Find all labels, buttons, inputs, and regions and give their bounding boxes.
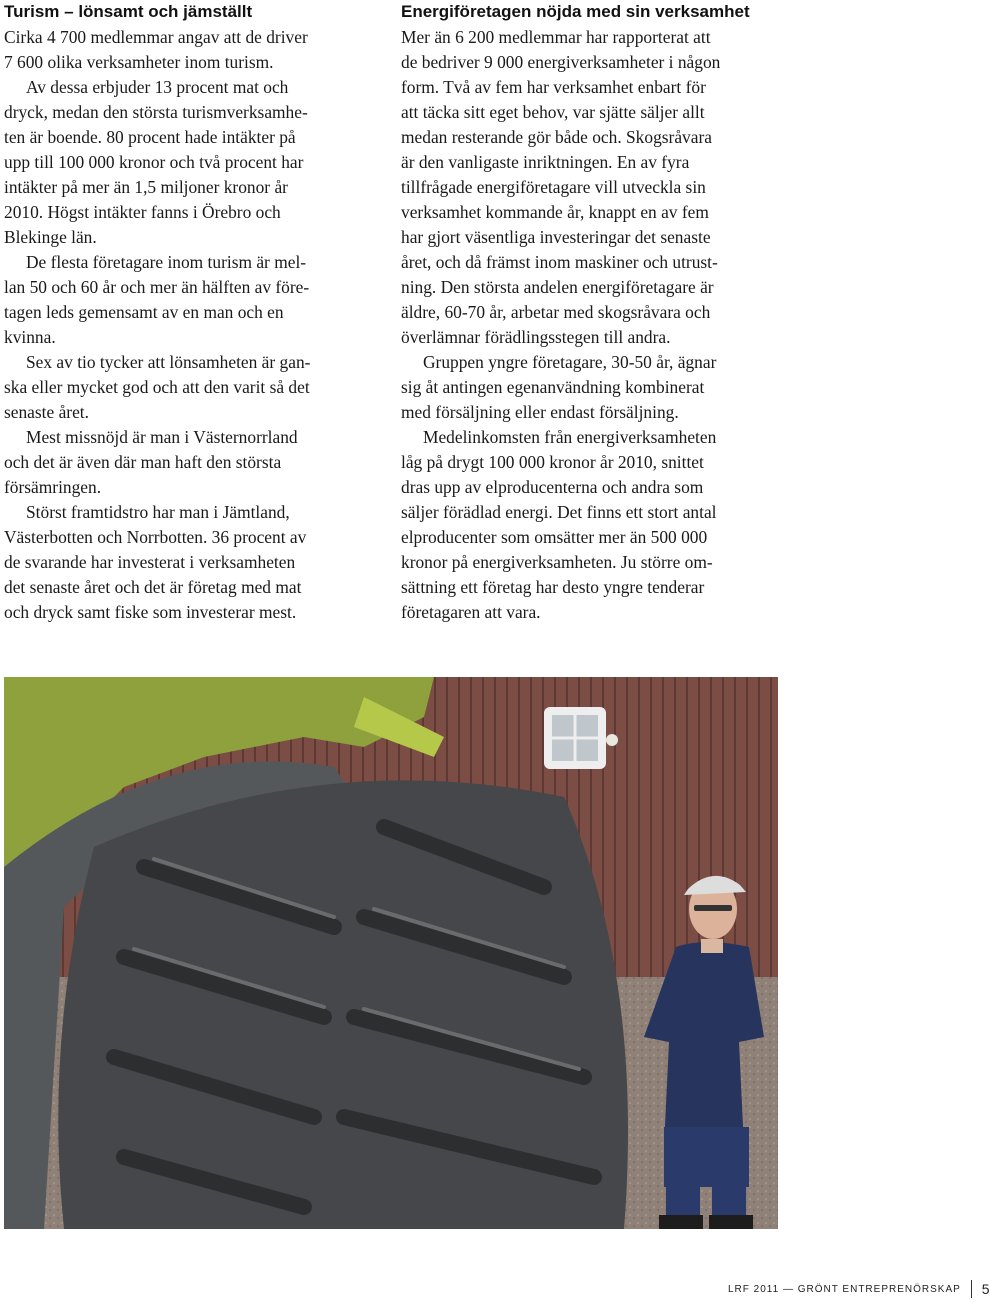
text-line: kvinna. [4, 327, 56, 347]
text-line: det senaste året och det är företag med mat [4, 577, 302, 597]
paragraph [4, 25, 376, 75]
text-line: året, och då främst inom maskiner och utrust- [401, 252, 718, 272]
photo-illustration [4, 677, 778, 1229]
text-line: dras upp av elproducenterna och andra som [401, 477, 704, 497]
window-icon [544, 707, 606, 769]
paragraph [4, 425, 376, 500]
left-column [4, 0, 376, 625]
text-line: Mer än 6 200 medlemmar har rapporterat att [401, 27, 711, 47]
text-line: Av dessa erbjuder 13 procent mat och [26, 77, 289, 97]
text-line: och det är även där man haft den största [4, 452, 282, 472]
right-column [401, 0, 779, 625]
text-line: Medelinkomsten från energiverksamheten [423, 427, 717, 447]
text-line: medan resterande gör både och. Skogsråvara [401, 127, 712, 147]
page-footer [728, 1281, 990, 1297]
text-line: har gjort väsentliga investeringar det senaste [401, 227, 711, 247]
text-line: säljer förädlad energi. Det finns ett stort antal [401, 502, 717, 522]
tourism-heading: Turism – lönsamt och jämställt [4, 2, 253, 21]
tourism-body [4, 25, 376, 625]
text-line: dryck, medan den största turismverksamhe- [4, 102, 308, 122]
text-line: 7 600 olika verksamheter inom turism. [4, 52, 274, 72]
text-line: Mest missnöjd är man i Västernorrland [26, 427, 298, 447]
text-line: låg på drygt 100 000 kronor år 2010, snittet [401, 452, 704, 472]
text-line: de svarande har investerat i verksamheten [4, 552, 296, 572]
tractor-tire-icon [58, 780, 628, 1229]
text-line: 2010. Högst intäkter fanns i Örebro och [4, 202, 281, 222]
paragraph [401, 350, 779, 425]
text-line: Västerbotten och Norrbotten. 36 procent av [4, 527, 307, 547]
footer-divider [971, 1280, 972, 1298]
text-line: ning. Den största andelen energiföretagare är [401, 277, 714, 297]
text-line: sig åt antingen egenanvändning kombinerat [401, 377, 705, 397]
wall-lamp-icon [606, 734, 618, 746]
paragraph [401, 425, 779, 625]
text-line: ten är boende. 80 procent hade intäkter på [4, 127, 296, 147]
text-line: med försäljning eller endast försäljning. [401, 402, 679, 422]
text-line: sättning ett företag har desto yngre tenderar [401, 577, 705, 597]
text-line: verksamhet kommande år, knappt en av fem [401, 202, 709, 222]
text-line: de bedriver 9 000 energiverksamheter i någon [401, 52, 721, 72]
paragraph [4, 350, 376, 425]
energy-body [401, 25, 779, 625]
text-line: tillfrågade energiföretagare vill utveckla sin [401, 177, 706, 197]
paragraph [4, 500, 376, 625]
text-line: Störst framtidstro har man i Jämtland, [26, 502, 290, 522]
text-line: företagaren att vara. [401, 602, 541, 622]
text-line: intäkter på mer än 1,5 miljoner kronor år [4, 177, 288, 197]
text-line: De flesta företagare inom turism är mel- [26, 252, 307, 272]
text-line: och dryck samt fiske som investerar mest. [4, 602, 297, 622]
text-line: äldre, 60-70 år, arbetar med skogsråvara och [401, 302, 711, 322]
paragraph [4, 250, 376, 350]
page-number: 5 [981, 1281, 990, 1297]
text-line: tagen leds gemensamt av en man och en [4, 302, 284, 322]
text-line: form. Två av fem har verksamhet enbart för [401, 77, 706, 97]
text-line: kronor på energiverksamheten. Ju större om- [401, 552, 713, 572]
paragraph [4, 75, 376, 250]
text-line: upp till 100 000 kronor och två procent har [4, 152, 304, 172]
text-line: elproducenter som omsätter mer än 500 000 [401, 527, 708, 547]
tractor-tire-photo [4, 677, 778, 1229]
text-line: senaste året. [4, 402, 89, 422]
text-line: Blekinge län. [4, 227, 97, 247]
text-line: ska eller mycket god och att den varit så det [4, 377, 310, 397]
text-line: lan 50 och 60 år och mer än hälften av före- [4, 277, 310, 297]
text-line: är den vanligaste inriktningen. En av fyra [401, 152, 690, 172]
energy-heading: Energiföretagen nöjda med sin verksamhet [401, 2, 750, 21]
text-line: att täcka sitt eget behov, var sjätte säljer allt [401, 102, 705, 122]
text-line: Cirka 4 700 medlemmar angav att de driver [4, 27, 308, 47]
footer-text: LRF 2011 — GRÖNT ENTREPRENÖRSKAP [728, 1283, 961, 1295]
text-line: Sex av tio tycker att lönsamheten är gan- [26, 352, 311, 372]
text-line: överlämnar förädlingsstegen till andra. [401, 327, 671, 347]
text-line: försämringen. [4, 477, 102, 497]
text-line: Gruppen yngre företagare, 30-50 år, ägnar [423, 352, 717, 372]
paragraph [401, 25, 779, 350]
